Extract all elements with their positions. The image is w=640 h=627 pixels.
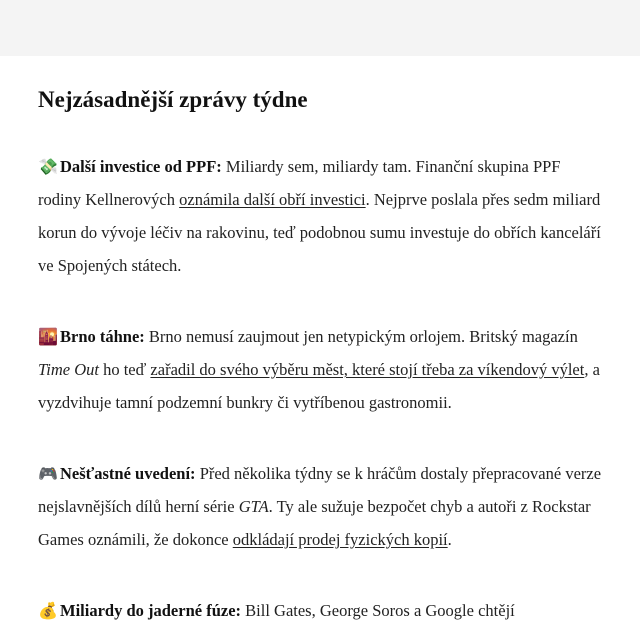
news-item-text: ho teď	[98, 360, 151, 379]
money-with-wings-icon: 💸	[38, 157, 58, 176]
news-item-lead: Brno táhne:	[60, 327, 145, 346]
news-item-link[interactable]: oznámila další obří investici	[179, 190, 366, 209]
news-item-ppf	[38, 150, 602, 282]
news-item-text: Bill Gates, George Soros a Google chtějí	[241, 601, 515, 620]
news-item-italic: Time Out	[38, 360, 99, 379]
news-item-fusion	[38, 594, 602, 627]
news-item-brno	[38, 320, 602, 419]
section-title: Nejzásadnější zprávy týdne	[38, 87, 308, 112]
news-item-link[interactable]: zařadil do svého výběru měst, které stojí třeba za víkendový výlet	[150, 360, 585, 379]
top-bar	[0, 0, 640, 56]
news-item-text: Před několika týdny se k hráčům dostaly přepracované verze nejslavnějších dílů herní série	[38, 464, 602, 516]
money-bag-icon: 💰	[38, 601, 58, 620]
news-item-text: .	[447, 530, 452, 549]
news-item-lead: Nešťastné uvedení:	[60, 464, 196, 483]
news-item-gta	[38, 457, 602, 556]
game-controller-icon: 🎮	[38, 464, 58, 483]
news-item-text: . Nejprve poslala přes sedm miliard korun do vývoje léčiv na rakovinu, teď podobnou sumu investuje do obřích kanceláří ve Spojených státech.	[38, 190, 601, 275]
news-item-text: Miliardy sem, miliardy tam. Finanční skupina PPF rodiny Kellnerových	[38, 157, 561, 209]
news-item-lead: Další investice od PPF:	[60, 157, 222, 176]
news-item-link[interactable]: odkládají prodej fyzických kopií	[232, 530, 448, 549]
news-item-text: , a vyzdvihuje tamní podzemní bunkry či vytříbenou gastronomii.	[38, 360, 600, 412]
news-item-text: Brno nemusí zaujmout jen netypickým orlojem. Britský magazín	[144, 327, 578, 346]
news-item-italic: GTA	[238, 497, 269, 516]
newsletter-content	[0, 86, 640, 627]
news-item-text: . Ty ale sužuje bezpočet chyb a autoři z Rockstar Games oznámili, že dokonce	[38, 497, 591, 549]
news-item-lead: Miliardy do jaderné fúze:	[60, 601, 242, 620]
cityscape-at-dusk-icon: 🌇	[38, 327, 58, 346]
